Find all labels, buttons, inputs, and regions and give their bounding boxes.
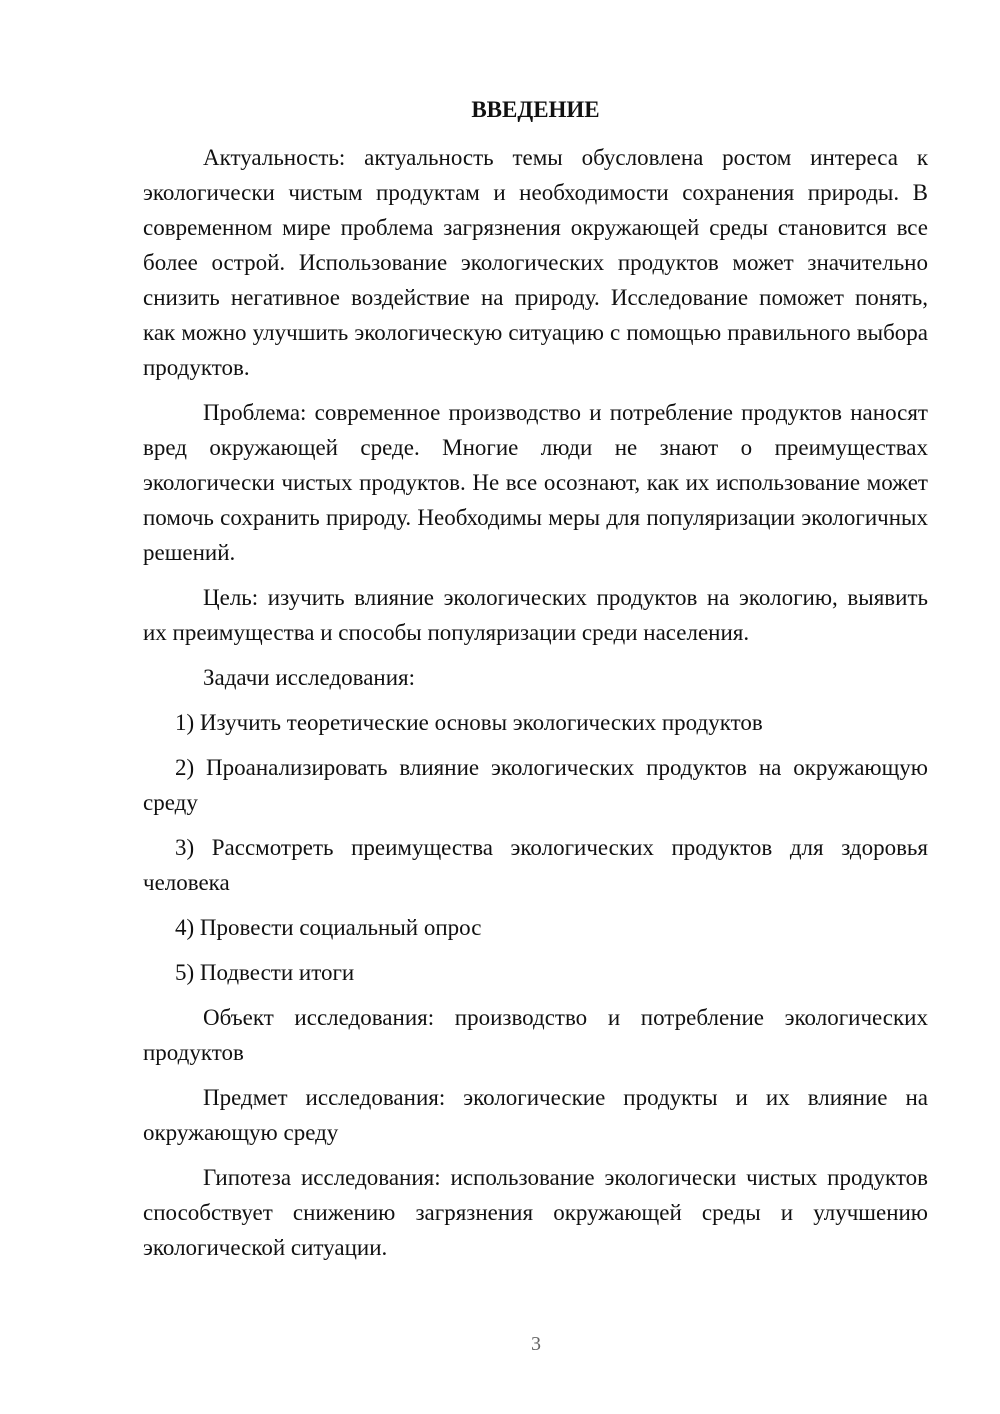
page-number: 3 [531, 1333, 541, 1355]
problem-paragraph: Проблема: современное производство и потребление продуктов наносят вред окружающей среде. Многие люди не знают о преимуществах экологически чистых продуктов. Не все осознают, как их использование может помочь сохранить природу. Необходимы меры для популяризации экологичных решений. [143, 400, 928, 565]
hypothesis-paragraph: Гипотеза исследования: использование экологически чистых продуктов способствует снижению загрязнения окружающей среды и улучшению экологической ситуации. [143, 1165, 928, 1260]
task-item-2: 2) Проанализировать влияние экологических продуктов на окружающую среду [143, 755, 928, 815]
tasks-heading: Задачи исследования: [203, 665, 416, 690]
task-item-3: 3) Рассмотреть преимущества экологических продуктов для здоровья человека [143, 835, 928, 895]
object-paragraph: Объект исследования: производство и потребление экологических продуктов [143, 1005, 928, 1065]
subject-paragraph: Предмет исследования: экологические продукты и их влияние на окружающую среду [143, 1085, 928, 1145]
task-item-5: 5) Подвести итоги [175, 960, 355, 985]
goal-paragraph: Цель: изучить влияние экологических продуктов на экологию, выявить их преимущества и способы популяризации среди населения. [143, 585, 928, 645]
task-item-1: 1) Изучить теоретические основы экологических продуктов [175, 710, 763, 735]
document-page [143, 95, 928, 1275]
task-item-4: 4) Провести социальный опрос [175, 915, 482, 940]
relevance-paragraph: Актуальность: актуальность темы обусловлена ростом интереса к экологически чистым продуктам и необходимости сохранения природы. В современном мире проблема загрязнения окружающей среды становится все более острой. Использование экологических продуктов может значительно снизить негативное воздействие на природу. Исследование поможет понять, как можно улучшить экологическую ситуацию с помощью правильного выбора продуктов. [143, 145, 928, 380]
document-title: ВВЕДЕНИЕ [471, 97, 600, 122]
